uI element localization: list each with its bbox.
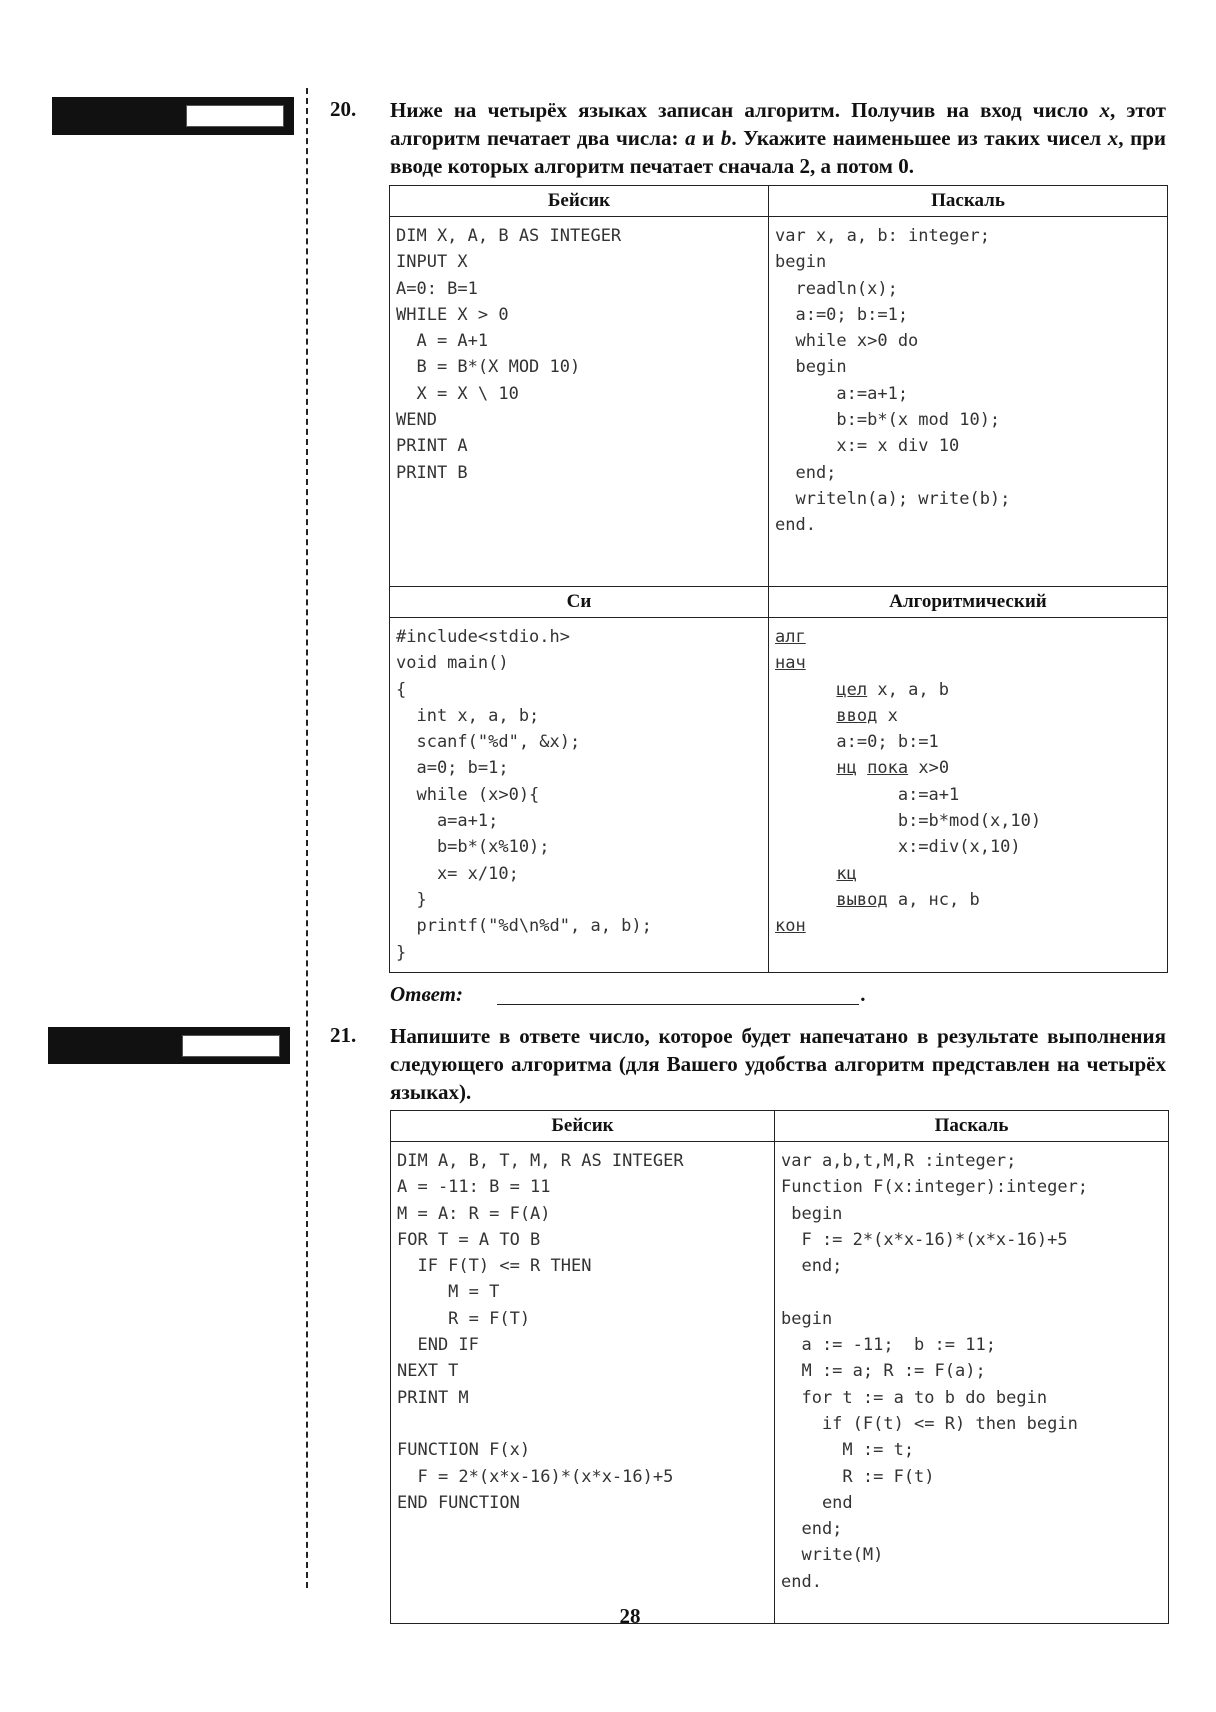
code-pascal-21: var a,b,t,M,R :integer; Function F(x:integer):integer; begin F := 2*(x*x-16)*(x*x-16)+5 end; begin a := -11; b := 11; M := a; R := F(a); for t := a to b do begin if (F(t) <= R) then begin M := t; R := F(t) end end; write(M) end. xyxy=(781,1151,1089,1592)
answer-field-20[interactable] xyxy=(497,1004,859,1005)
cell-pascal xyxy=(769,217,1168,587)
answer-box-20 xyxy=(52,97,294,135)
answer-slot-21[interactable] xyxy=(182,1035,280,1057)
header-algo: Алгоритмический xyxy=(769,587,1168,618)
code-basic-21: DIM A, B, T, M, R AS INTEGER A = -11: B = 11 M = A: R = F(A) FOR T = A TO B IF F(T) <= R THEN M = T R = F(T) END IF NEXT T PRINT M FUNCTION F(x) F = 2*(x*x-16)*(x*x-16)+5 END FUNCTION xyxy=(397,1151,684,1513)
question-20-text: Ниже на четырёх языках записан алгоритм. Получив на вход число x, этот алгоритм печатает два числа: a и b. Укажите наименьшее из таких чисел x, при вводе которых алгоритм печатает сначала 2, а потом 0. xyxy=(390,98,1167,178)
cell-algo xyxy=(769,618,1168,973)
code-basic: DIM X, A, B AS INTEGER INPUT X A=0: B=1 WHILE X > 0 A = A+1 B = B*(X MOD 10) X = X \ 10 WEND PRINT A PRINT B xyxy=(396,226,622,483)
question-20-number: 20. xyxy=(330,97,357,121)
header-basic-21: Бейсик xyxy=(391,1111,775,1142)
cut-line xyxy=(306,88,308,1588)
header-pascal: Паскаль xyxy=(769,186,1168,217)
answer-slot-20[interactable] xyxy=(186,105,284,127)
cell-basic-21 xyxy=(391,1142,775,1624)
answer-box-21 xyxy=(48,1027,290,1064)
page-number: 28 xyxy=(619,1604,641,1628)
header-c: Си xyxy=(390,587,769,618)
code-c: #include<stdio.h> void main() { int x, a, b; scanf("%d", &x); a=0; b=1; while (x>0){ a=a+1; b=b*(x%10); x= x/10; } printf("%d\n%d", a, b); } xyxy=(396,627,652,963)
code-algo: алг нач цел x, a, b ввод x a:=0; b:=1 нц пока x>0 a:=a+1 b:=b*mod(x,10) x:=div(x,10) кц вывод a, нс, b кон xyxy=(775,627,1042,937)
cell-c xyxy=(390,618,769,973)
answer-label-20: Ответ: xyxy=(390,982,463,1006)
q21-code-table xyxy=(390,1110,1169,1624)
question-21-text: Напишите в ответе число, которое будет напечатано в результате выполнения следующего алгоритма (для Вашего удобства алгоритм представлен на четырёх языках). xyxy=(390,1024,1166,1104)
question-21-number: 21. xyxy=(330,1023,357,1047)
header-pascal-21: Паскаль xyxy=(775,1111,1169,1142)
header-basic: Бейсик xyxy=(390,186,769,217)
cell-basic xyxy=(390,217,769,587)
code-pascal: var x, a, b: integer; begin readln(x); a:=0; b:=1; while x>0 do begin a:=a+1; b:=b*(x mod 10); x:= x div 10 end; writeln(a); write(b); end. xyxy=(775,226,1011,536)
answer-dot-20: . xyxy=(861,982,867,1006)
q20-code-table xyxy=(389,185,1168,973)
cell-pascal-21 xyxy=(775,1142,1169,1624)
